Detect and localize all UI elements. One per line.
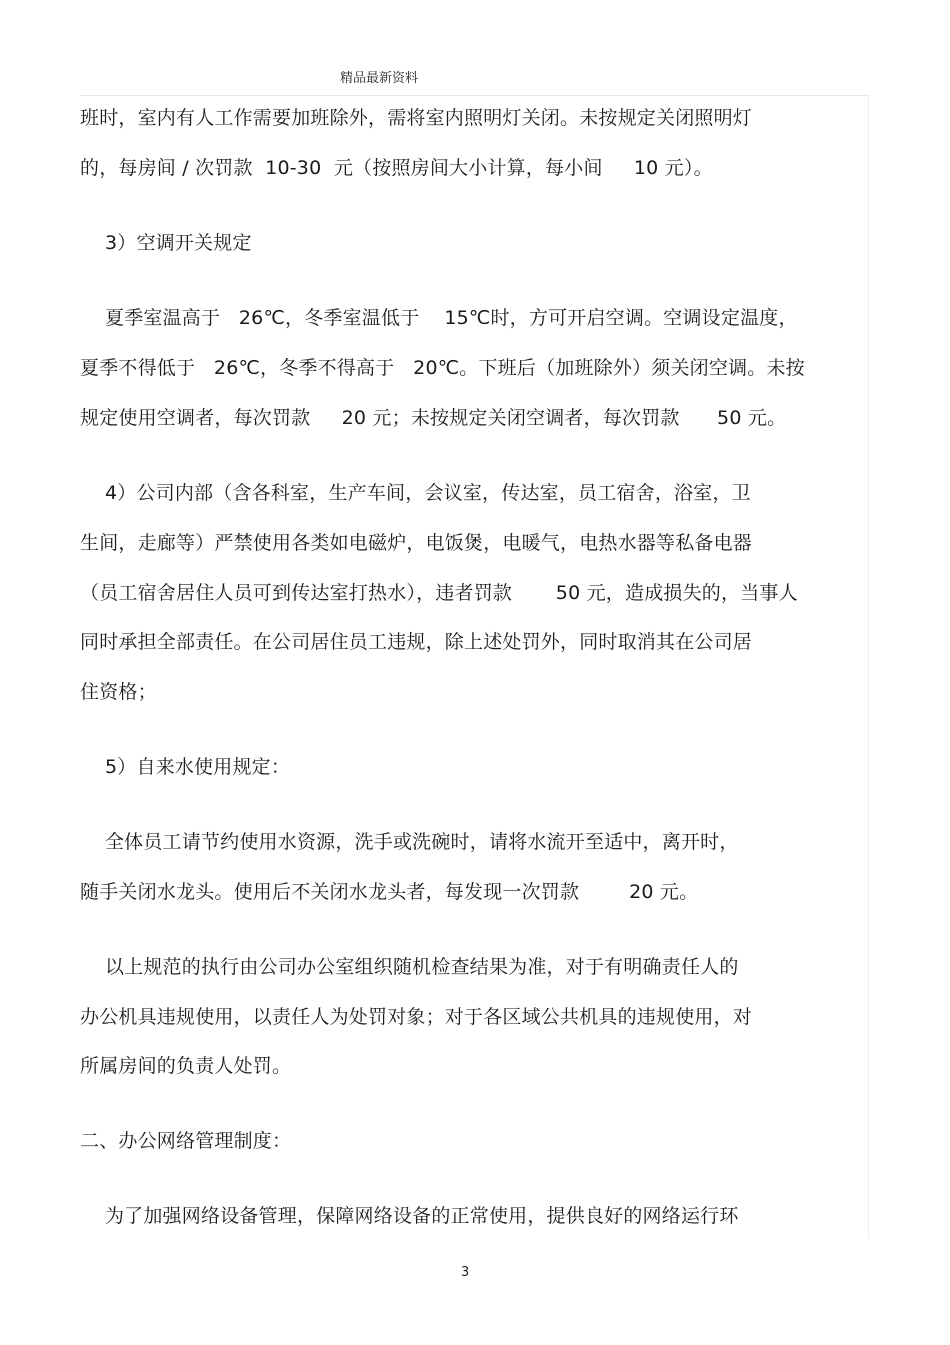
section-heading-5: 5）自来水使用规定：: [80, 756, 291, 778]
section-heading-4: 4）公司内部（含各科室，生产车间，会议室，传达室，员工宿舍，浴室，卫: [80, 482, 751, 504]
section-heading-3: 3）空调开关规定: [80, 232, 252, 254]
header-rule: [80, 95, 870, 96]
body-line: （员工宿舍居住人员可到传达室打热水），违者罚款 50 元，造成损失的，当事人: [80, 582, 798, 604]
body-line: 为了加强网络设备管理，保障网络设备的正常使用，提供良好的网络运行环: [80, 1205, 739, 1227]
body-line: 班时，室内有人工作需要加班除外，需将室内照明灯关闭。未按规定关闭照明灯: [80, 107, 753, 129]
body-line: 以上规范的执行由公司办公室组织随机检查结果为准，对于有明确责任人的: [80, 956, 739, 978]
body-line: 随手关闭水龙头。使用后不关闭水龙头者，每发现一次罚款 20 元。: [80, 881, 699, 903]
body-line: 所属房间的负责人处罚。: [80, 1055, 292, 1077]
chapter-heading: 二、办公网络管理制度：: [80, 1130, 292, 1152]
body-line: 夏季不得低于 26℃，冬季不得高于 20℃。下班后（加班除外）须关闭空调。未按: [80, 357, 805, 379]
body-line: 生间，走廊等）严禁使用各类如电磁炉，电饭煲，电暖气，电热水器等私备电器: [80, 532, 753, 554]
body-line: 办公机具违规使用，以责任人为处罚对象；对于各区域公共机具的违规使用，对: [80, 1006, 753, 1028]
body-line: 夏季室温高于 26℃，冬季室温低于 15℃时，方可开启空调。空调设定温度，: [80, 307, 798, 329]
page-number: 3: [461, 1265, 470, 1280]
page-header: 精品最新资料: [340, 71, 419, 86]
side-rule: [868, 95, 869, 1238]
body-line: 规定使用空调者，每次罚款 20 元；未按规定关闭空调者，每次罚款 50 元。: [80, 407, 787, 429]
body-line: 同时承担全部责任。在公司居住员工违规，除上述处罚外，同时取消其在公司居: [80, 631, 753, 653]
body-line: 住资格；: [80, 681, 157, 703]
body-line: 全体员工请节约使用水资源，洗手或洗碗时，请将水流开至适中，离开时，: [80, 831, 739, 853]
body-line: 的，每房间 / 次罚款 10-30 元（按照房间大小计算，每小间 10 元）。: [80, 157, 713, 179]
